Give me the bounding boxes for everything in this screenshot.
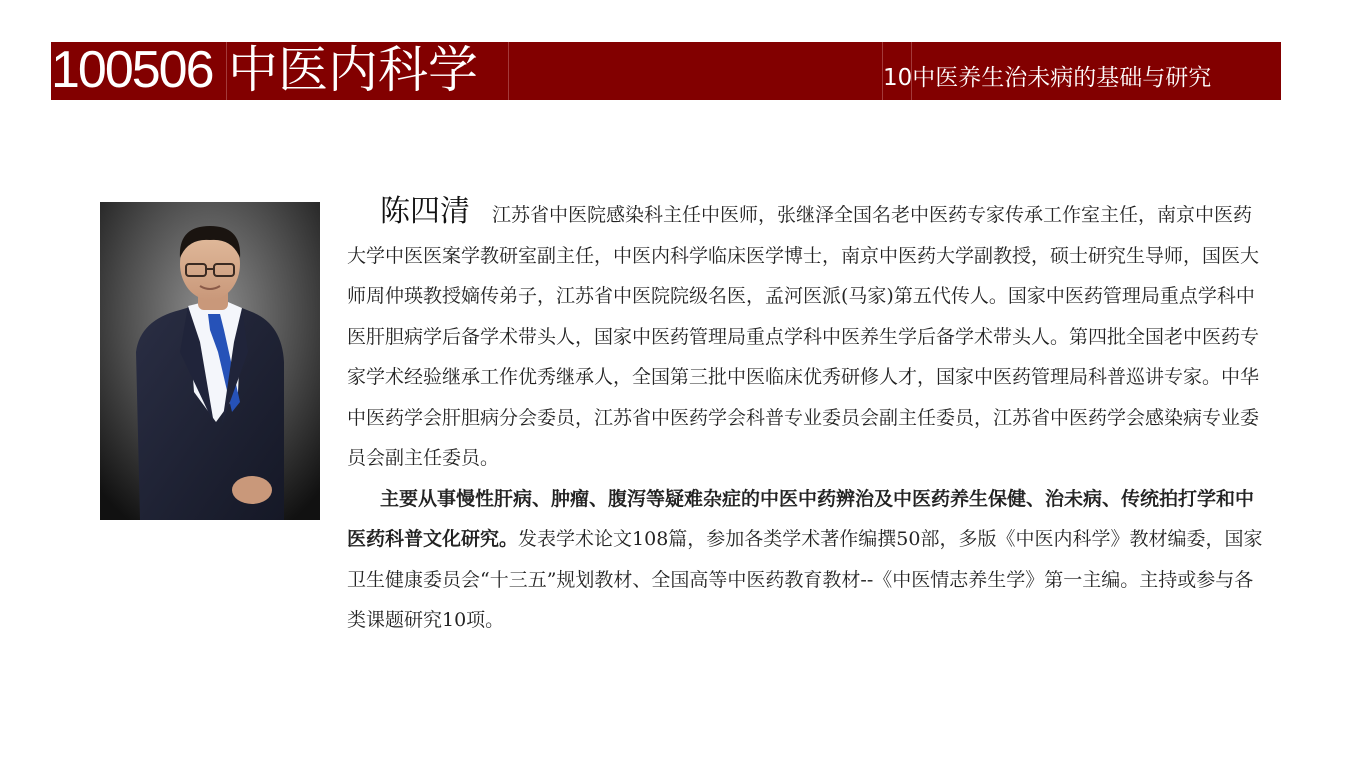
course-name: 中医内科学	[228, 41, 478, 99]
header-divider	[226, 42, 227, 100]
research-output: 发表学术论文108篇，参加各类学术著作编撰50部，多版《中医内科学》教材编委，国家卫生健康委员会“十三五”规划教材、全国高等中医药教育教材--《中医情志养生学》第一主编。主持或参与各类课题研究10项。	[347, 528, 1263, 631]
person-name: 陈四清	[380, 194, 470, 229]
bio-intro: 江苏省中医院感染科主任中医师，张继泽全国名老中医药专家传承工作室主任，南京中医药大学中医医案学教研室副主任，中医内科学临床医学博士，南京中医药大学副教授，硕士研究生导师，国医大师周仲瑛教授嫡传弟子，江苏省中医院院级名医，孟河医派(马家)第五代传人。国家中医药管理局重点学科中医肝胆病学后备学术带头人，国家中医药管理局重点学科中医养生学后备学术带头人。第四批全国老中医药专家学术经验继承工作优秀继承人，全国第三批中医临床优秀研修人才，国家中医药管理局科普巡讲专家。中华中医药学会肝胆病分会委员，江苏省中医药学会科普专业委员会副主任委员，江苏省中医药学会感染病专业委员会副主任委员。	[347, 204, 1260, 469]
course-code: 100506	[51, 41, 213, 99]
research-focus: 主要从事慢性肝病、肿瘤、腹泻等疑难杂症的中医中药辨治及中医药养生保健、治未病、传统拍打学和中医药科普文化研究。	[347, 487, 1255, 550]
profile-content	[347, 192, 1267, 641]
research-paragraph	[347, 479, 1267, 641]
portrait-photo	[100, 202, 320, 520]
lecture-title: 10中医养生治未病的基础与研究	[883, 65, 1212, 91]
portrait-image	[100, 202, 320, 520]
bio-paragraph	[347, 192, 1267, 479]
header-divider	[508, 42, 509, 100]
